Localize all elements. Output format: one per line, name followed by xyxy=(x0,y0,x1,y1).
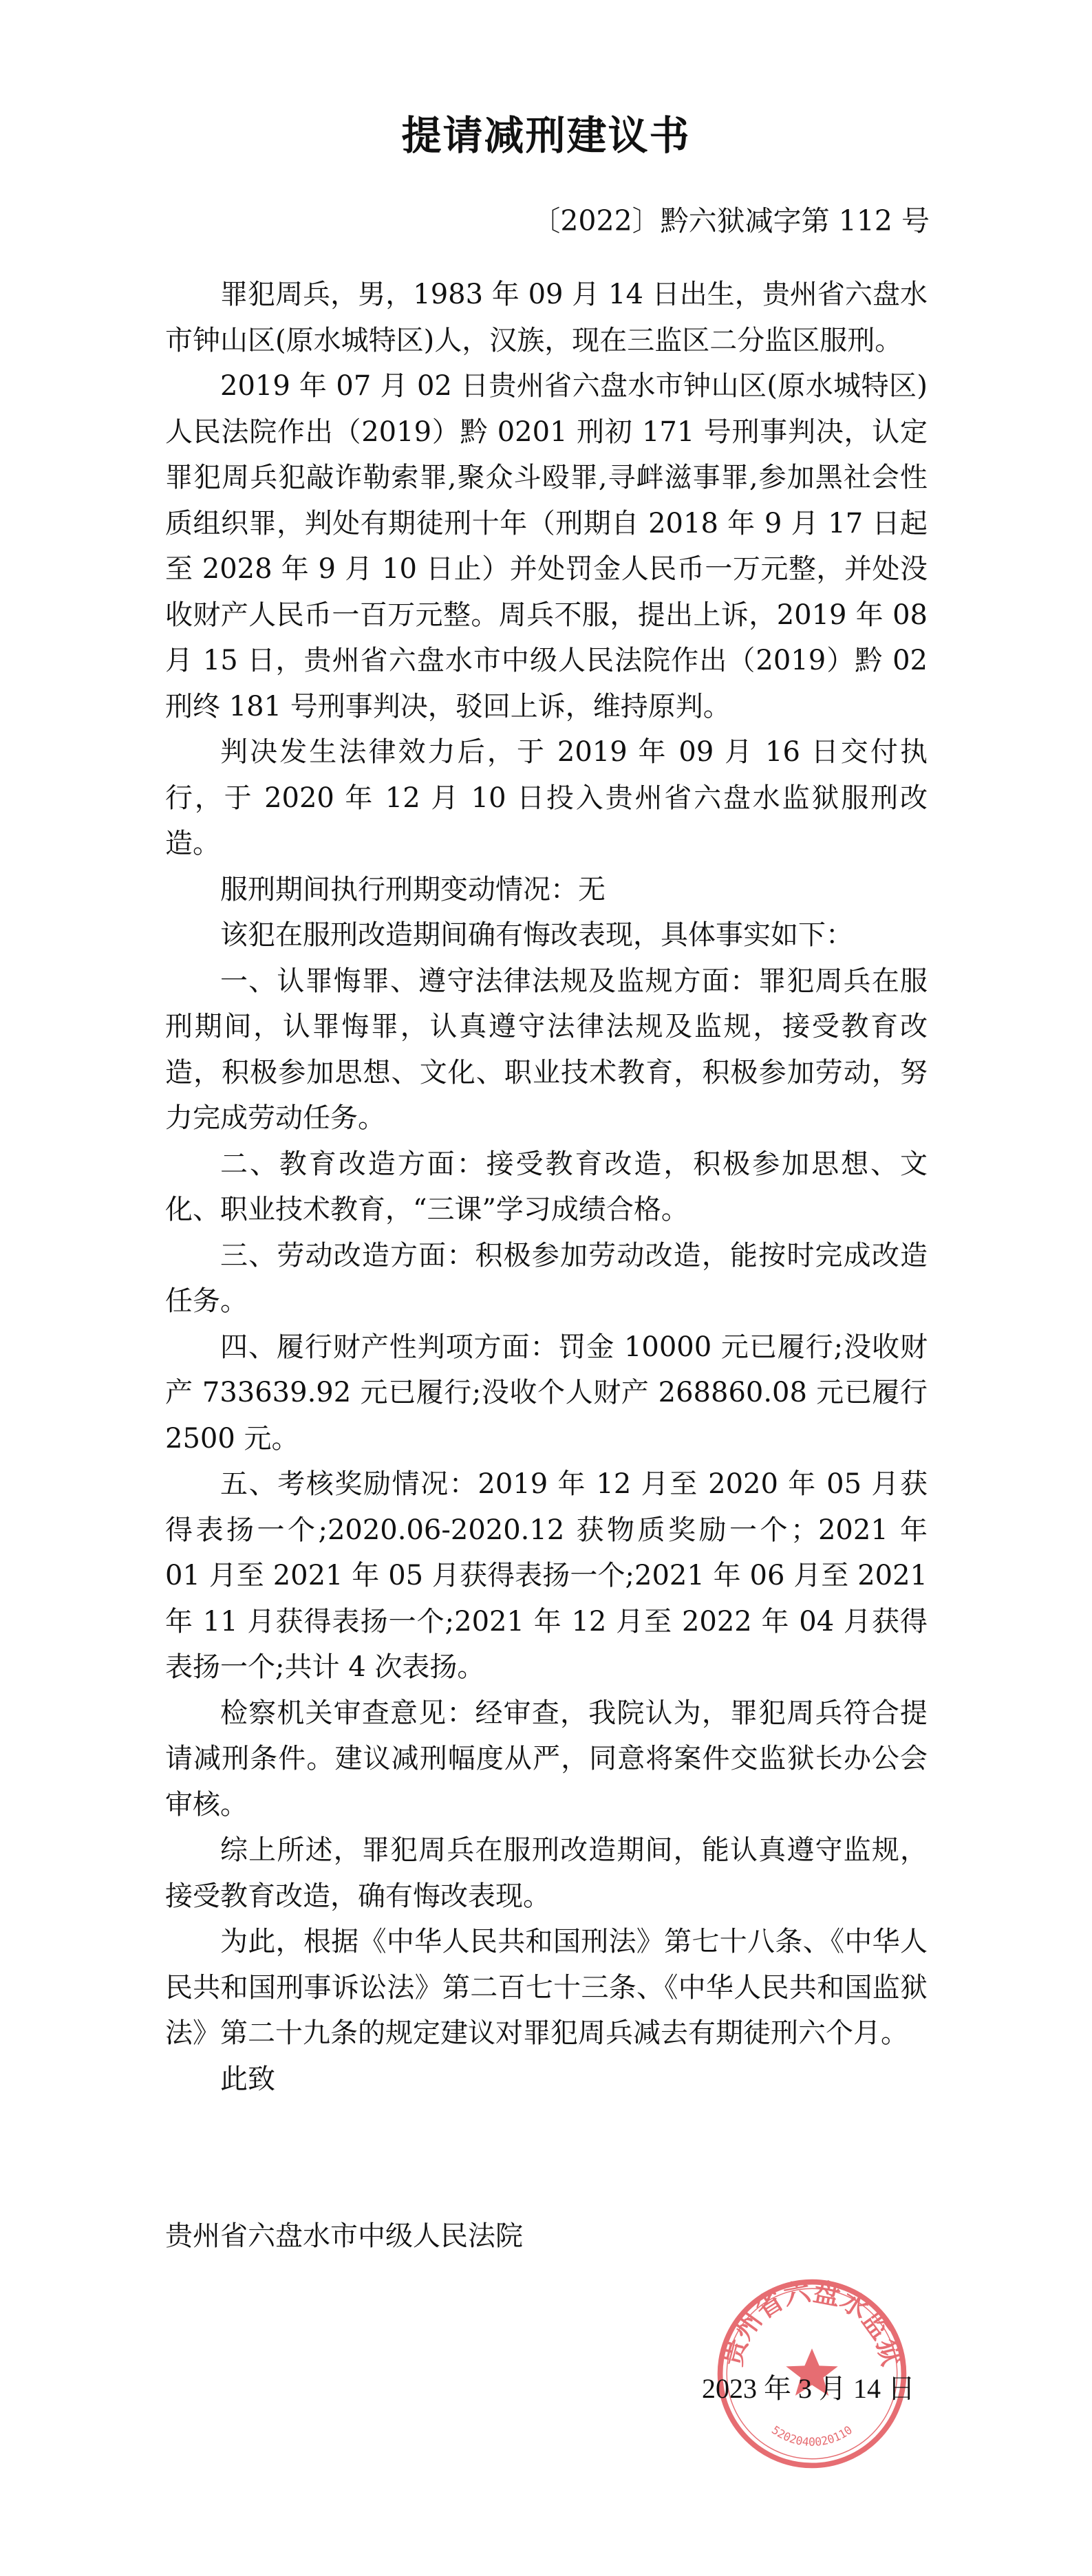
paragraph-sentence-changes: 服刑期间执行刑期变动情况：无 xyxy=(220,873,606,905)
paragraph-item-2: 二、教育改造方面：接受教育改造，积极参加思想、文化、职业技术教育，“三课”学习成绩合格。 xyxy=(165,1148,928,1225)
document-title: 提请减刑建议书 xyxy=(401,112,691,159)
seal-code-text: 5202040020110 xyxy=(769,2423,855,2449)
paragraph-procuratorate-opinion: 检察机关审查意见：经审查，我院认为，罪犯周兵符合提请减刑条件。建议减刑幅度从严，同意将案件交监狱长办公会审核。 xyxy=(165,1697,928,1821)
paragraph-item-1: 一、认罪悔罪、遵守法律法规及监规方面：罪犯周兵在服刑期间，认罪悔罪，认真遵守法律法规及监规，接受教育改造，积极参加思想、文化、职业技术教育，积极参加劳动，努力完成劳动任务。 xyxy=(165,965,928,1134)
paragraph-personal-info: 罪犯周兵，男，1983 年 09 月 14 日出生，贵州省六盘水市钟山区(原水城特区)人，汉族，现在三监区二分监区服刑。 xyxy=(165,279,928,356)
paragraph-summary: 综上所述，罪犯周兵在服刑改造期间，能认真遵守监规，接受教育改造，确有悔改表现。 xyxy=(165,1834,928,1912)
seal-name-text: 贵州省六盘水监狱 xyxy=(717,2276,907,2370)
document-number: 〔2022〕黔六狱减字第 112 号 xyxy=(532,204,930,237)
document-date: 2023 年 3 月 14 日 xyxy=(702,2373,915,2404)
paragraph-item-4: 四、履行财产性判项方面：罚金 10000 元已履行;没收财产 733639.92 元已履行;没收个人财产 268860.08 元已履行 2500 元。 xyxy=(165,1331,928,1455)
recipient-court: 贵州省六盘水市中级人民法院 xyxy=(165,2220,523,2252)
paragraph-item-5: 五、考核奖励情况：2019 年 12 月至 2020 年 05 月获得表扬一个;2020.06-2020.12 获物质奖励一个；2021 年 01 月至 2021 年 05 月获得表扬一个;2021 年 06 月至 2021 年 11 月获得表扬一个;2021 年 12 月至 2022 年 04 月获得表扬一个;共计 4 次表扬。 xyxy=(165,1468,928,1683)
paragraph-item-3: 三、劳动改造方面：积极参加劳动改造，能按时完成改造任务。 xyxy=(165,1239,928,1317)
document-body xyxy=(165,272,928,2102)
paragraph-legal-basis: 为此，根据《中华人民共和国刑法》第七十八条、《中华人民共和国刑事诉讼法》第二百七十三条、《中华人民共和国监狱法》第二十九条的规定建议对罪犯周兵减去有期徒刑六个月。 xyxy=(165,1926,928,2049)
paragraph-original-judgment: 2019 年 07 月 02 日贵州省六盘水市钟山区(原水城特区)人民法院作出（2019）黔 0201 刑初 171 号刑事判决，认定罪犯周兵犯敲诈勒索罪,聚众斗殴罪,寻衅滋事罪,参加黑社会性质组织罪，判处有期徒刑十年（刑期自 2018 年 9 月 17 日起至 2028 年 9 月 10 日止）并处罚金人民币一万元整，并处没收财产人民币一百万元整。周兵不服，提出上诉，2019 年 08 月 15 日，贵州省六盘水市中级人民法院作出（2019）黔 02 刑终 181 号刑事判决，驳回上诉，维持原判。 xyxy=(165,370,928,722)
paragraph-repentance-intro: 该犯在服刑改造期间确有悔改表现，具体事实如下： xyxy=(220,919,853,951)
paragraph-salutation: 此致 xyxy=(220,2063,275,2095)
paragraph-execution: 判决发生法律效力后，于 2019 年 09 月 16 日交付执行，于 2020 年 12 月 10 日投入贵州省六盘水监狱服刑改造。 xyxy=(165,736,928,859)
